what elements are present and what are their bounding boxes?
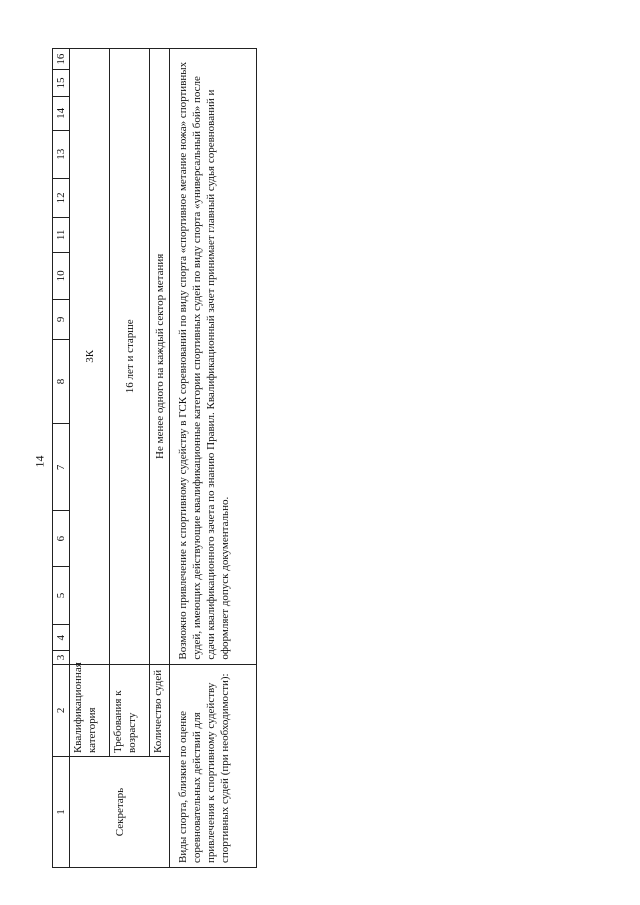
header-cell: 13: [53, 131, 70, 179]
table-row: [150, 49, 170, 868]
header-cell: 11: [53, 218, 70, 252]
qualification-table: [52, 48, 257, 868]
page-number: 14: [32, 455, 47, 468]
header-cell: 15: [53, 70, 70, 96]
header-cell: 7: [53, 424, 70, 511]
header-cell: 16: [53, 49, 70, 70]
row-label: Количество судей: [150, 664, 170, 756]
role-label: Секретарь: [113, 787, 126, 837]
note-label: Виды спорта, близкие по оценке соревновательных действий для привлечения к спортивному судейству спортивных судей (при необходимости):: [170, 664, 257, 867]
note-text: Возможно привлечение к спортивному судейству в ГСК соревнований по виду спорта «спортивное метание ножа» спортивных судей, имеющих действующие квалификационные категории спортивных судей по виду спорта «универсальный бой» после сдачи квалификационного зачета по знанию Правил. Квалификационный зачет принимает главный судья соревнований и оформляет допуск документально.: [170, 49, 257, 665]
header-cell: 12: [53, 178, 70, 218]
role-secretary: [70, 757, 170, 868]
header-cell: 3: [53, 651, 70, 664]
header-cell: 8: [53, 339, 70, 424]
table-row: [110, 49, 150, 868]
table-row: [170, 49, 257, 868]
header-cell: 6: [53, 511, 70, 566]
row-value: 3К: [70, 49, 110, 665]
row-label: Требования к возрасту: [110, 664, 150, 756]
header-cell: 9: [53, 300, 70, 340]
rotated-page: [52, 48, 257, 868]
row-value: 16 лет и старше: [110, 49, 150, 665]
header-row: [53, 49, 70, 868]
header-cell: 1: [53, 757, 70, 868]
header-cell: 14: [53, 96, 70, 130]
header-cell: 4: [53, 624, 70, 650]
header-cell: 2: [53, 664, 70, 756]
header-cell: 5: [53, 566, 70, 624]
table-row: [70, 49, 110, 868]
row-value: Не менее одного на каждый сектор метания: [150, 49, 170, 665]
row-label: Квалификационная категория: [70, 664, 110, 756]
header-cell: 10: [53, 252, 70, 300]
